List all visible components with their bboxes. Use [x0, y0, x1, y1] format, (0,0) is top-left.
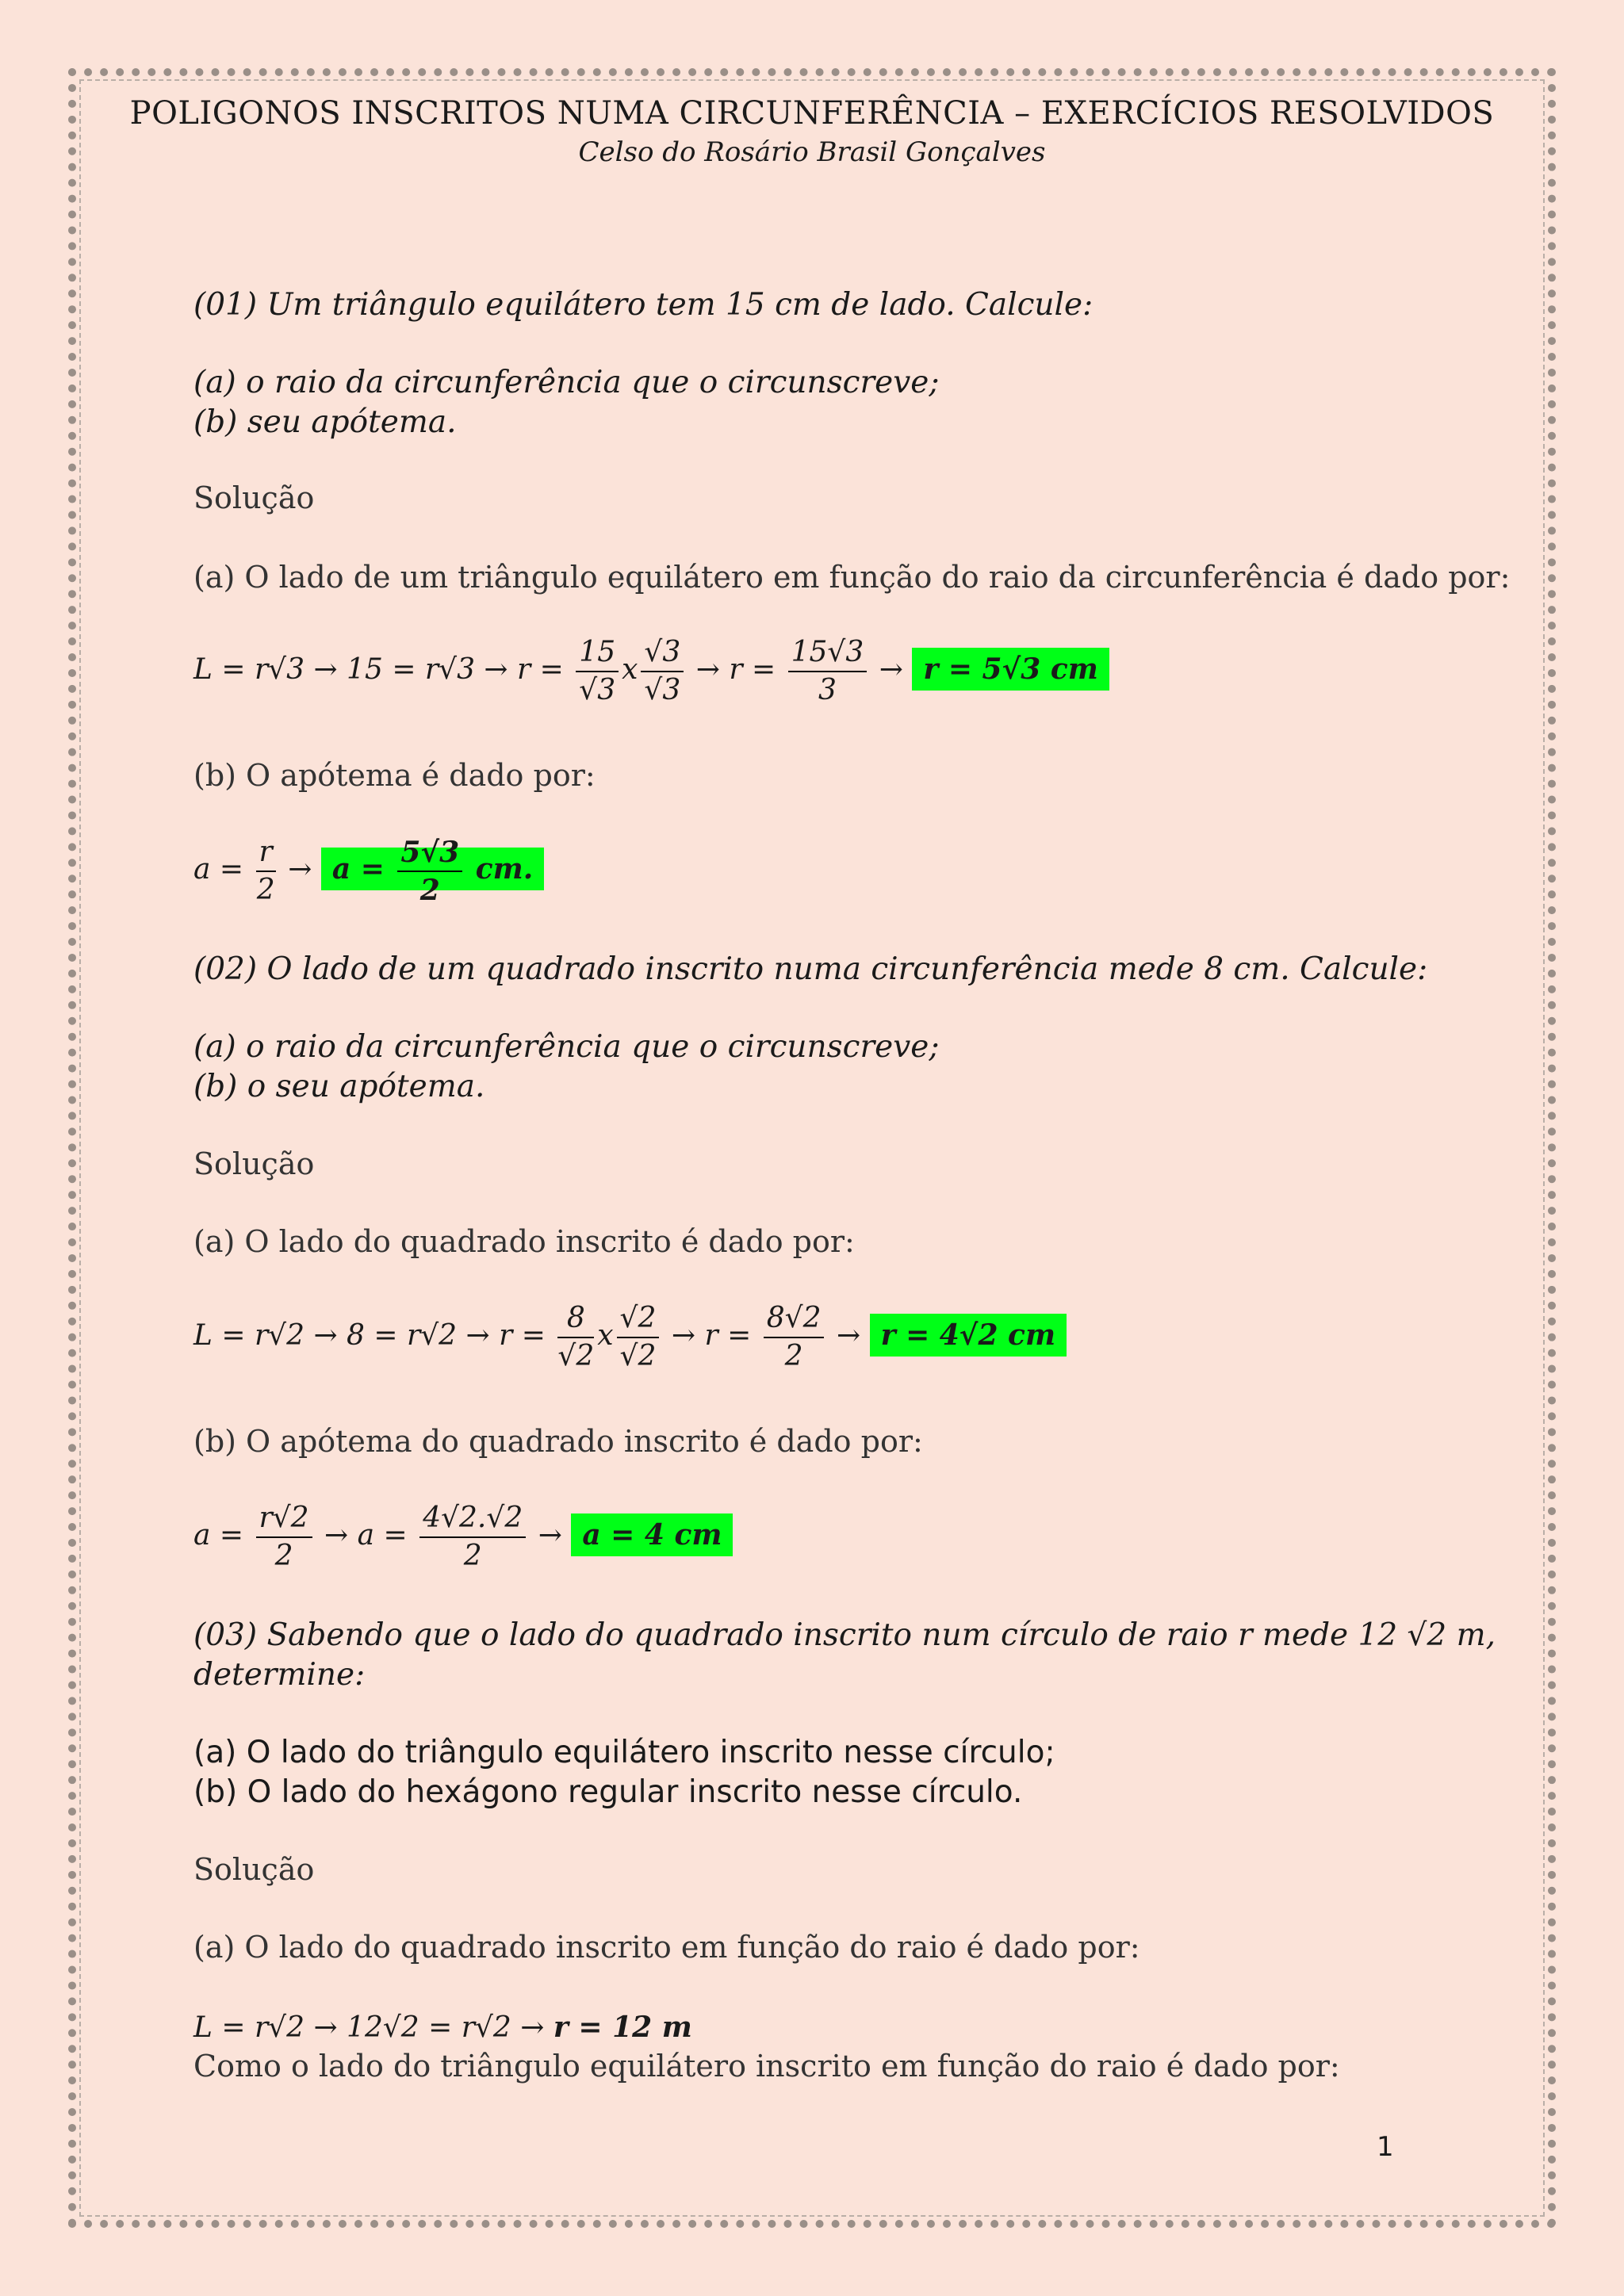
eq-part: a = [331, 852, 385, 886]
q3-item-a: (a) O lado do triângulo equilátero inscrito nesse círculo; [193, 1735, 1055, 1770]
q2-text-a: (a) O lado do quadrado inscrito é dado por: [193, 1224, 855, 1259]
eq-part: → a = [324, 1519, 408, 1552]
q2-item-b: (b) o seu apótema. [193, 1069, 485, 1104]
q3-text-a: (a) O lado do quadrado inscrito em função do raio é dado por: [193, 1930, 1140, 1965]
fraction-denominator: 2 [463, 1540, 482, 1572]
eq-part: L = r√2 → 12√2 = r√2 → [193, 2011, 545, 2044]
fraction-denominator: √2 [557, 1340, 595, 1372]
eq-part: → r = [695, 653, 776, 686]
fraction-denominator: 2 [256, 874, 275, 906]
fraction [256, 834, 276, 909]
q2-equation-b [193, 1500, 733, 1575]
fraction [641, 634, 684, 709]
fraction-denominator: √3 [579, 674, 616, 706]
q2-equation-a [193, 1300, 1067, 1375]
eq-part: L = r√2 → 8 = r√2 → r = [193, 1319, 546, 1352]
eq-part: → [538, 1519, 562, 1552]
fraction-denominator: √3 [644, 674, 681, 706]
fraction-denominator: 2 [274, 1540, 293, 1572]
fraction-numerator: 4√2.√2 [419, 1500, 526, 1538]
q1-equation-b [193, 834, 544, 909]
fraction-numerator: 5√3 [397, 834, 462, 872]
eq-part: x [597, 1319, 614, 1352]
fraction-numerator: 8√2 [764, 1300, 825, 1338]
eq-part: L = r√3 → 15 = r√3 → r = [193, 653, 564, 686]
q3-equation-a [193, 2011, 692, 2044]
q3-statement-line1: (03) Sabendo que o lado do quadrado inscrito num círculo de raio r mede 12 √2 m, [193, 1617, 1496, 1653]
fraction-numerator: r [256, 834, 276, 872]
fraction-denominator: √2 [619, 1340, 657, 1372]
q2-statement: (02) O lado de um quadrado inscrito numa circunferência mede 8 cm. Calcule: [193, 951, 1428, 987]
highlighted-answer: r = 4√2 cm [870, 1314, 1067, 1357]
eq-part: → [879, 653, 903, 686]
q1-equation-a [193, 634, 1109, 709]
eq-part: → [836, 1319, 861, 1352]
fraction-numerator: 15√3 [788, 634, 868, 672]
eq-part: a = [193, 1519, 244, 1552]
q1-item-b: (b) seu apótema. [193, 404, 457, 440]
fraction-numerator: r√2 [256, 1500, 312, 1538]
eq-part: cm. [475, 852, 534, 886]
fraction-denominator: 2 [419, 874, 440, 907]
q3-text-c: Como o lado do triângulo equilátero inscrito em função do raio é dado por: [193, 2049, 1340, 2084]
fraction-numerator: 8 [557, 1300, 594, 1338]
q1-text-a: (a) O lado de um triângulo equilátero em função do raio da circunferência é dado por: [193, 560, 1511, 595]
fraction [557, 1300, 594, 1375]
fraction [256, 1500, 312, 1575]
fraction [764, 1300, 825, 1375]
q1-solution-label: Solução [193, 480, 315, 515]
highlighted-answer: a = 4 cm [571, 1513, 733, 1556]
q3-item-b: (b) O lado do hexágono regular inscrito nesse círculo. [193, 1774, 1023, 1810]
fraction [788, 634, 868, 709]
q2-text-b: (b) O apótema do quadrado inscrito é dado por: [193, 1424, 923, 1459]
eq-part: a = [193, 853, 244, 886]
q2-item-a: (a) o raio da circunferência que o circunscreve; [193, 1029, 940, 1065]
fraction [576, 634, 619, 709]
fraction-denominator: 3 [818, 674, 837, 706]
fraction-numerator: √3 [641, 634, 684, 672]
highlighted-answer: r = 5√3 cm [912, 648, 1109, 691]
fraction-numerator: 15 [576, 634, 619, 672]
q3-statement-line2: determine: [193, 1657, 366, 1693]
fraction-numerator: √2 [617, 1300, 660, 1338]
page-number: 1 [1377, 2131, 1394, 2163]
fraction [617, 1300, 660, 1375]
fraction-denominator: 2 [784, 1340, 803, 1372]
eq-part: → [288, 853, 312, 886]
fraction [419, 1500, 526, 1575]
fraction [397, 834, 462, 909]
q2-solution-label: Solução [193, 1146, 315, 1181]
q1-item-a: (a) o raio da circunferência que o circunscreve; [193, 365, 940, 400]
eq-part: → r = [671, 1319, 752, 1352]
document-title: POLIGONOS INSCRITOS NUMA CIRCUNFERÊNCIA – EXERCÍCIOS RESOLVIDOS [129, 95, 1495, 132]
document-author: Celso do Rosário Brasil Gonçalves [578, 136, 1046, 168]
bold-answer: r = 12 m [553, 2011, 692, 2044]
eq-part: x [622, 653, 638, 686]
q1-statement: (01) Um triângulo equilátero tem 15 cm de lado. Calcule: [193, 287, 1094, 323]
highlighted-answer [321, 836, 544, 907]
q1-text-b: (b) O apótema é dado por: [193, 758, 596, 793]
q3-solution-label: Solução [193, 1852, 315, 1887]
